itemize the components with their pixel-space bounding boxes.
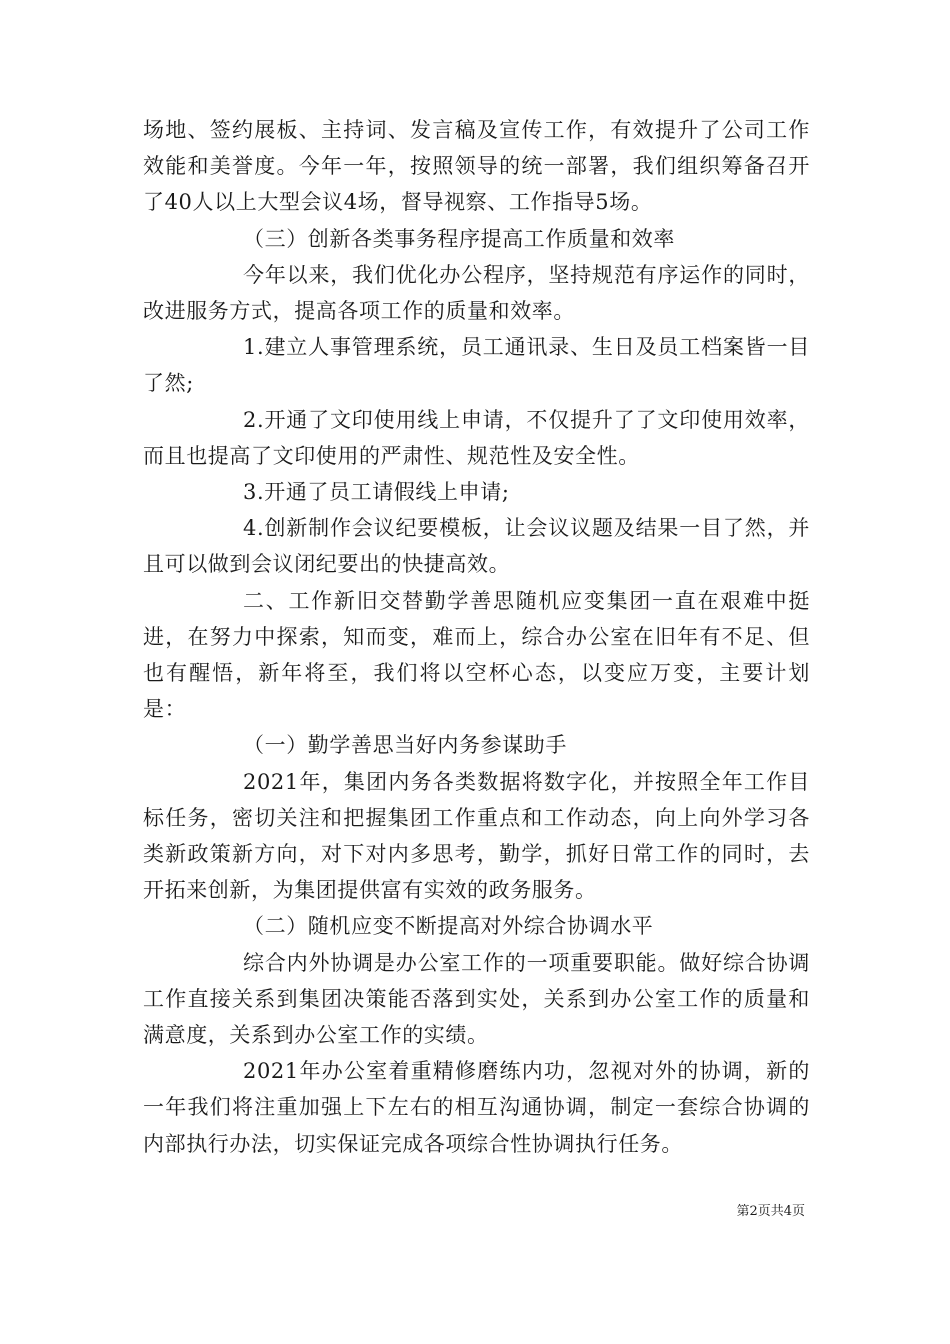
list-item-3: 3.开通了员工请假线上申请; (243, 480, 510, 505)
list-item-2: 2.开通了文印使用线上申请，不仅提升了了文印使用效率，而且也提高了文印使用的严肃性、规范性及安全性。 (143, 407, 810, 468)
section-heading-3: （三）创新各类事务程序提高工作质量和效率 (243, 226, 675, 251)
page-number-footer: 第2页共4页 (736, 1204, 805, 1219)
paragraph-subsection-1: 2021年，集团内务各类数据将数字化，并按照全年工作目标任务，密切关注和把握集团工作重点和工作动态，向上向外学习各类新政策新方向，对下对内多思考，勤学，抓好日常工作的同时，去开拓来创新，为集团提供富有实效的政务服务。 (143, 769, 810, 903)
section-heading-2-main: 二、工作新旧交替勤学善思随机应变集团一直在艰难中挺进，在努力中探索，知而变，难而上，综合办公室在旧年有不足、但也有醒悟，新年将至，我们将以空杯心态，以变应万变，主要计划是： (143, 588, 810, 722)
list-item-4: 4.创新制作会议纪要模板，让会议议题及结果一目了然，并且可以做到会议闭纪要出的快捷高效。 (143, 516, 810, 577)
document-body (143, 112, 810, 1162)
paragraph-subsection-2b: 2021年办公室着重精修磨练内功，忽视对外的协调，新的一年我们将注重加强上下左右的相互沟通协调，制定一套综合协调的内部执行办法，切实保证完成各项综合性协调执行任务。 (143, 1059, 810, 1156)
paragraph-subsection-2a: 综合内外协调是办公室工作的一项重要职能。做好综合协调工作直接关系到集团决策能否落到实处，关系到办公室工作的质量和满意度，关系到办公室工作的实绩。 (143, 950, 810, 1048)
list-item-1: 1.建立人事管理系统，员工通讯录、生日及员工档案皆一目了然; (143, 335, 810, 396)
paragraph-1: 场地、签约展板、主持词、发言稿及宣传工作，有效提升了公司工作效能和美誉度。今年一年，按照领导的统一部署，我们组织筹备召开了40人以上大型会议4场，督导视察、工作指导5场。 (143, 118, 810, 215)
subsection-heading-2: （二）随机应变不断提高对外综合协调水平 (243, 914, 654, 939)
paragraph-intro: 今年以来，我们优化办公程序，坚持规范有序运作的同时，改进服务方式，提高各项工作的质量和效率。 (143, 262, 810, 324)
subsection-heading-1: （一）勤学善思当好内务参谋助手 (243, 733, 567, 758)
